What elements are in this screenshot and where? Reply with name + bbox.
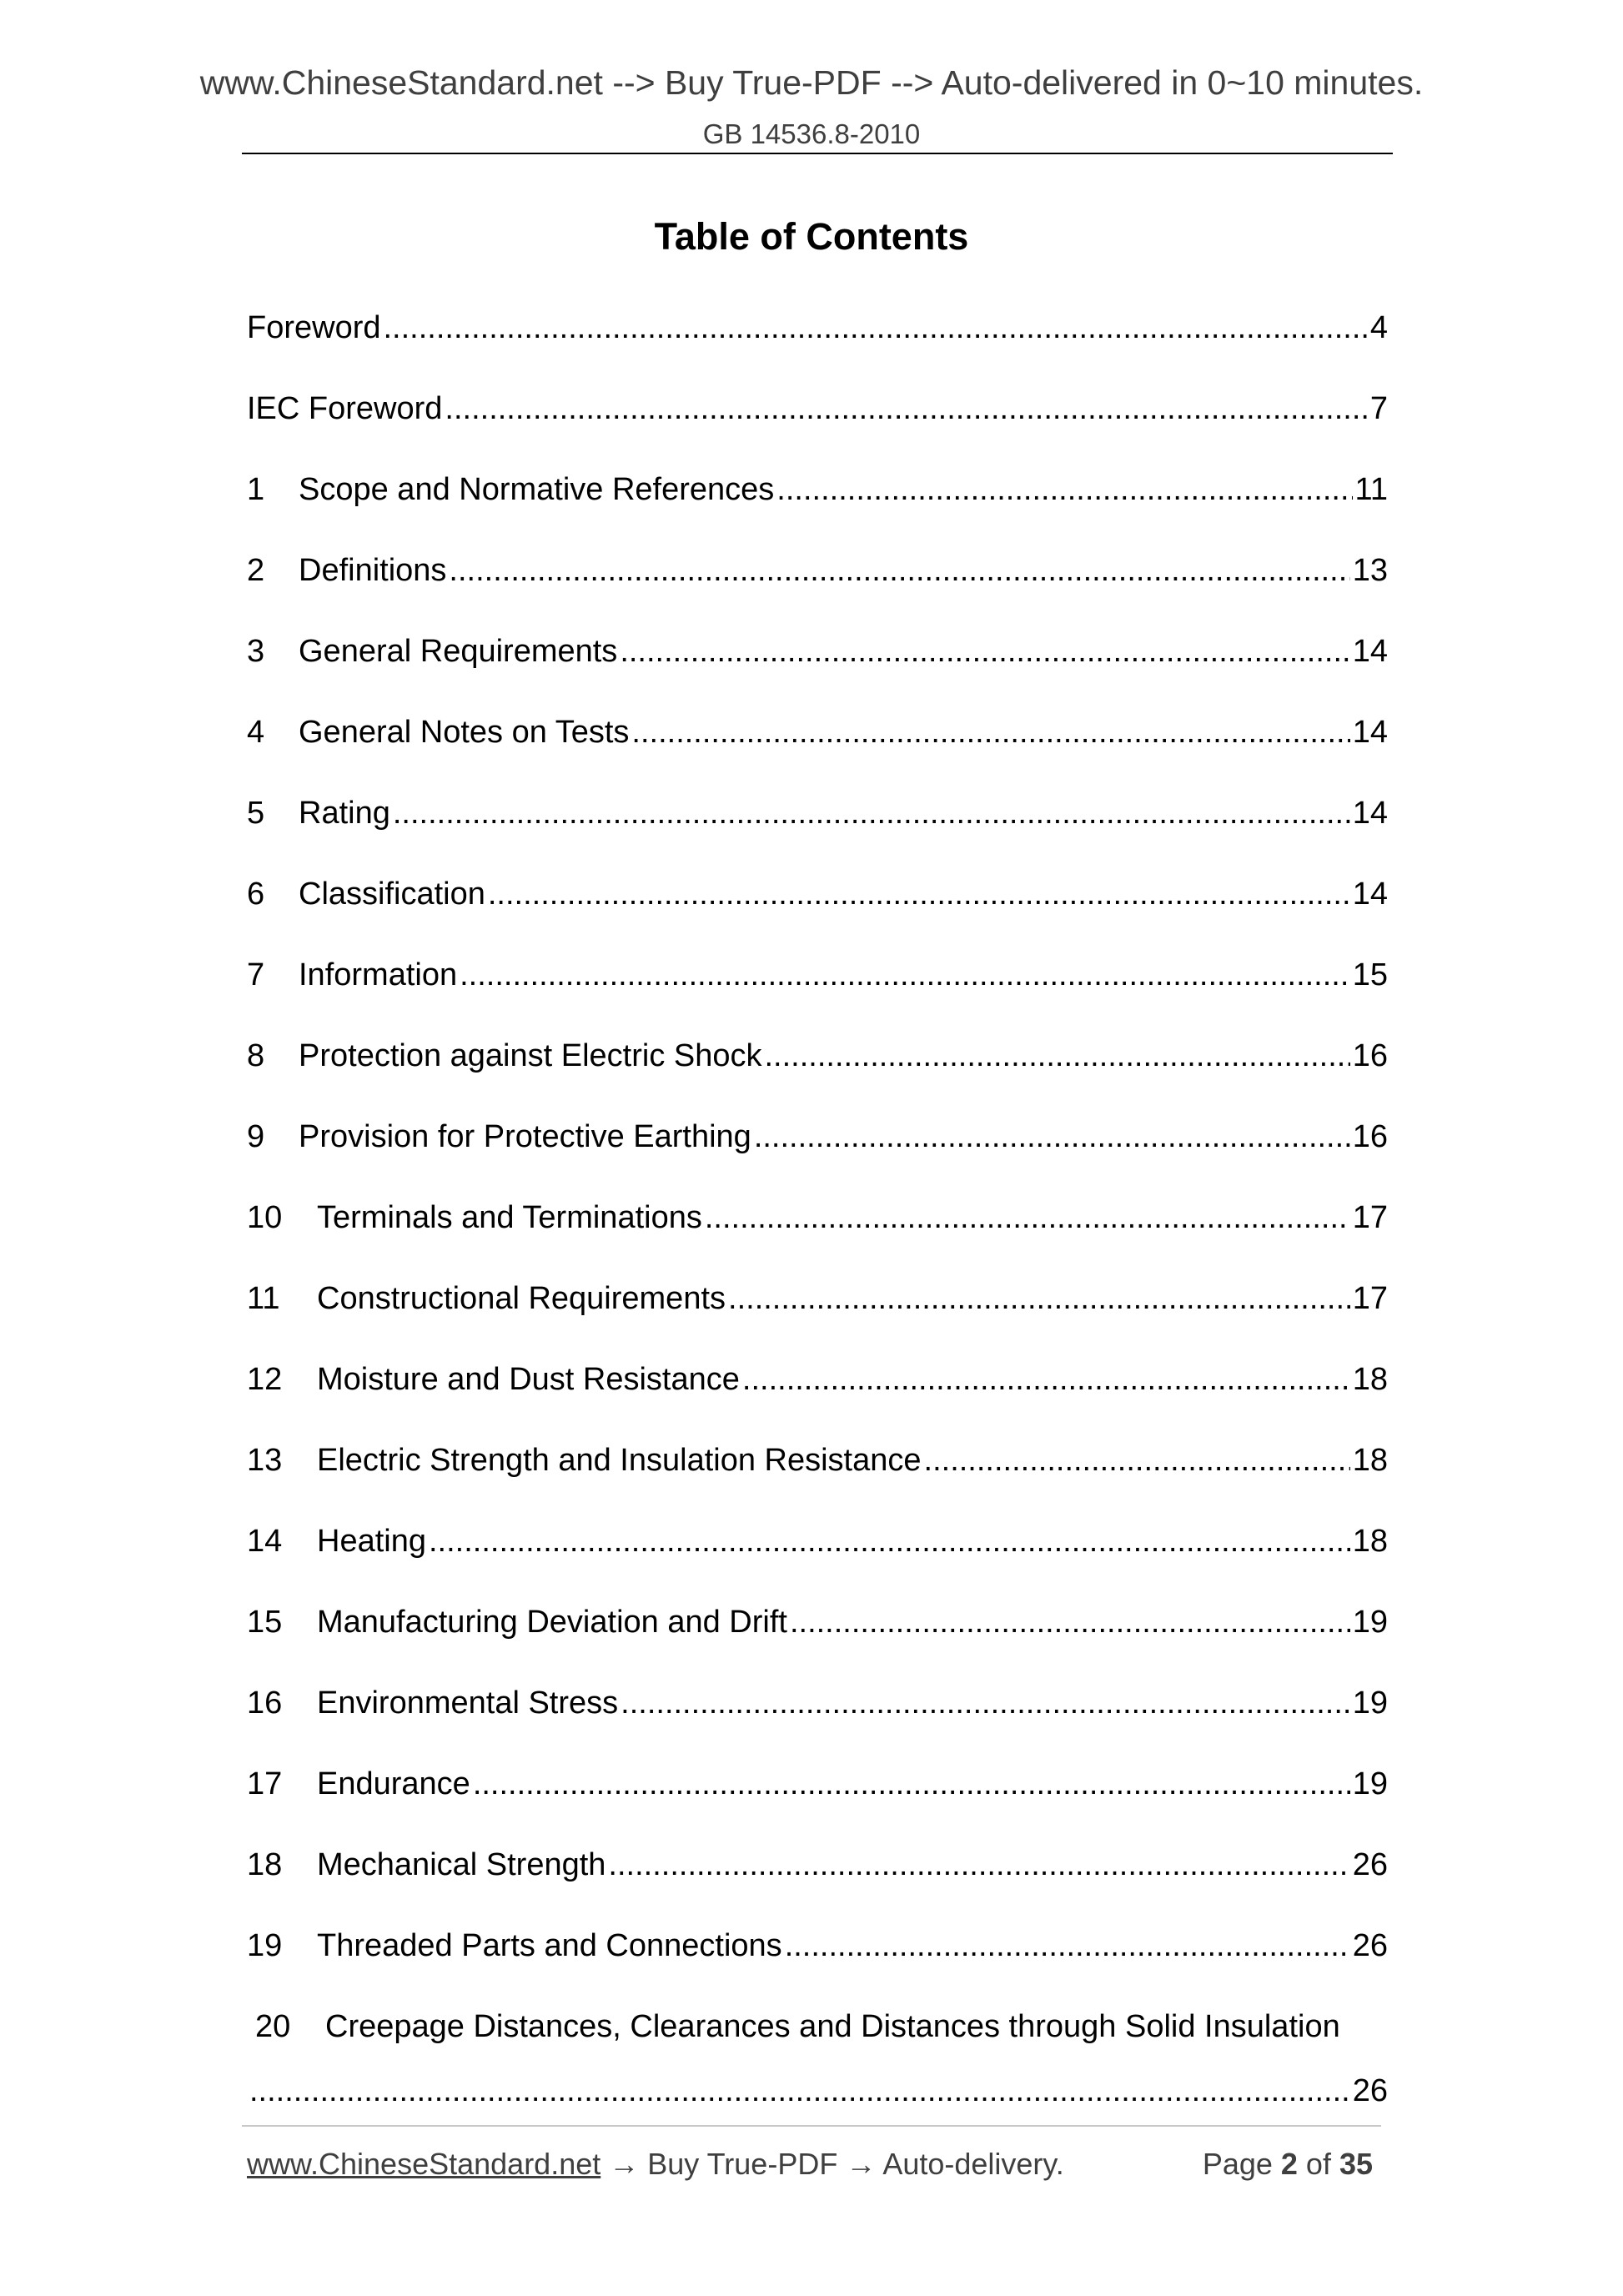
footer-divider [242, 2125, 1381, 2127]
toc-entry-number: 13 [247, 1443, 283, 1478]
page-of: of [1297, 2147, 1339, 2181]
toc-entry-page: 11 [1354, 472, 1388, 507]
header-divider [242, 153, 1393, 154]
page-prefix: Page [1202, 2147, 1281, 2181]
toc-entry-page: 15 [1352, 957, 1388, 992]
page-footer [247, 2147, 1386, 2182]
toc-entry-8[interactable] [247, 1038, 1388, 1119]
toc-entry-17[interactable] [247, 1766, 1388, 1847]
toc-entry-page: 26 [1352, 1928, 1388, 1963]
toc-entry-label: Scope and Normative References [299, 472, 775, 507]
toc-entry-number: 1 [247, 472, 265, 507]
toc-entry-label: Provision for Protective Earthing [299, 1119, 751, 1154]
toc-entry-18[interactable] [247, 1847, 1388, 1928]
toc-entry-4[interactable] [247, 715, 1388, 796]
toc-entry-label: Classification [299, 877, 485, 912]
toc-entry-15[interactable] [247, 1605, 1388, 1686]
toc-entry-label: General Notes on Tests [299, 715, 630, 750]
page-current: 2 [1280, 2147, 1298, 2181]
toc-entry-3[interactable] [247, 634, 1388, 715]
toc-entry-19[interactable] [247, 1928, 1388, 2009]
page-total: 35 [1339, 2147, 1373, 2181]
toc-entry-number: 20 [255, 2009, 291, 2044]
toc-entry-page: 16 [1352, 1119, 1388, 1154]
toc-entry-page: 18 [1352, 1524, 1388, 1559]
toc-entry-page: 19 [1352, 1686, 1388, 1721]
toc-entry-number: 8 [247, 1038, 265, 1073]
toc-entry-11[interactable] [247, 1281, 1388, 1362]
page-indicator [1203, 2147, 1373, 2182]
toc-entry-5[interactable] [247, 796, 1388, 877]
toc-entry-10[interactable] [247, 1200, 1388, 1281]
header-banner: www.ChineseStandard.net --> Buy True-PDF --> Auto-delivered in 0~10 minutes. [199, 63, 1424, 102]
toc-entry-number: 6 [247, 877, 265, 912]
toc-entry-number: 19 [247, 1928, 283, 1963]
toc-entry-16[interactable] [247, 1686, 1388, 1766]
toc-entry-label: Creepage Distances, Clearances and Distances through Solid Insulation [325, 2009, 1340, 2044]
toc-entry-page: 7 [1369, 391, 1388, 426]
toc-entry-page: 14 [1352, 877, 1388, 912]
toc-entry-9[interactable] [247, 1119, 1388, 1200]
dot-leader [488, 877, 1350, 912]
toc-entry-6[interactable] [247, 877, 1388, 957]
toc-entry-second-line [247, 2073, 1388, 2154]
toc-entry-page: 14 [1352, 715, 1388, 750]
dot-leader [473, 1766, 1350, 1802]
dot-leader [449, 553, 1349, 589]
toc-entry-13[interactable] [247, 1443, 1388, 1524]
toc-entry-number: 11 [247, 1281, 280, 1316]
toc-entry-page: 18 [1352, 1443, 1388, 1478]
dot-leader [754, 1119, 1350, 1155]
toc-entry-page: 4 [1369, 310, 1388, 345]
dot-leader [742, 1362, 1350, 1398]
toc-entry-label: Moisture and Dust Resistance [317, 1362, 740, 1397]
toc-entry-page: 14 [1352, 796, 1388, 831]
toc-entry-2[interactable] [247, 553, 1388, 634]
toc-entry-first-line [247, 2009, 1388, 2073]
toc-entry-label: Electric Strength and Insulation Resistance [317, 1443, 922, 1478]
toc-entry-label: Threaded Parts and Connections [317, 1928, 782, 1963]
dot-leader [924, 1443, 1350, 1479]
toc-entry-page: 26 [1352, 1847, 1388, 1882]
toc-entry-label: Protection against Electric Shock [299, 1038, 762, 1073]
dot-leader [460, 957, 1350, 993]
dot-leader [249, 2073, 1350, 2109]
footer-site-link[interactable]: www.ChineseStandard.net [247, 2147, 601, 2181]
dot-leader [608, 1847, 1349, 1883]
toc-entry-page: 16 [1352, 1038, 1388, 1073]
toc-entry-number: 15 [247, 1605, 283, 1640]
toc-entry-label: Endurance [317, 1766, 470, 1801]
toc-entry-14[interactable] [247, 1524, 1388, 1605]
toc-entry-label: Constructional Requirements [317, 1281, 726, 1316]
toc-entry-label: General Requirements [299, 634, 618, 669]
toc-entry-20[interactable] [247, 2009, 1388, 2154]
toc-entry-page: 18 [1352, 1362, 1388, 1397]
dot-leader [728, 1281, 1350, 1317]
toc-entry-12[interactable] [247, 1362, 1388, 1443]
toc-entry-page: 26 [1352, 2073, 1388, 2108]
toc-entry-page: 17 [1352, 1200, 1388, 1235]
toc-entry-page: 19 [1352, 1605, 1388, 1640]
dot-leader [705, 1200, 1350, 1236]
dot-leader [765, 1038, 1350, 1074]
dot-leader [445, 391, 1367, 427]
toc-entry-number: 17 [247, 1766, 283, 1801]
toc-list [247, 310, 1388, 2154]
dot-leader [785, 1928, 1350, 1964]
toc-entry-number: 7 [247, 957, 265, 992]
dot-leader [393, 796, 1350, 831]
toc-entry-label: Rating [299, 796, 390, 831]
dot-leader [384, 310, 1368, 346]
toc-entry-number: 3 [247, 634, 265, 669]
toc-entry-label: Manufacturing Deviation and Drift [317, 1605, 787, 1640]
toc-entry-number: 14 [247, 1524, 283, 1559]
toc-entry-number: 4 [247, 715, 265, 750]
toc-entry-number: 12 [247, 1362, 283, 1397]
toc-entry-label: Mechanical Strength [317, 1847, 606, 1882]
dot-leader [776, 472, 1352, 508]
dot-leader [429, 1524, 1350, 1560]
toc-entry-number: 9 [247, 1119, 265, 1154]
toc-entry-number: 18 [247, 1847, 283, 1882]
toc-entry-label: Information [299, 957, 458, 992]
dot-leader [790, 1605, 1350, 1640]
toc-entry-page: 19 [1352, 1766, 1388, 1801]
toc-title: Table of Contents [654, 215, 969, 258]
toc-entry-number: 5 [247, 796, 265, 831]
footer-tagline: → Buy True-PDF → Auto-delivery. [600, 2147, 1064, 2181]
toc-entry-label: Heating [317, 1524, 426, 1559]
toc-entry-page: 14 [1352, 634, 1388, 669]
toc-entry-label: Definitions [299, 553, 447, 588]
toc-entry-1[interactable] [247, 472, 1388, 553]
toc-entry-label: IEC Foreword [247, 391, 443, 426]
toc-entry-label: Environmental Stress [317, 1686, 619, 1721]
dot-leader [621, 1686, 1350, 1721]
toc-entry-label: Foreword [247, 310, 381, 345]
toc-entry-number: 2 [247, 553, 265, 588]
dot-leader [620, 634, 1349, 670]
toc-entry-7[interactable] [247, 957, 1388, 1038]
toc-entry-page: 17 [1352, 1281, 1388, 1316]
toc-entry-label: Terminals and Terminations [317, 1200, 702, 1235]
toc-entry-foreword[interactable] [247, 310, 1388, 391]
toc-entry-number: 16 [247, 1686, 283, 1721]
toc-entry-number: 10 [247, 1200, 283, 1235]
toc-entry-iec-foreword[interactable] [247, 391, 1388, 472]
dot-leader [631, 715, 1349, 751]
standard-number: GB 14536.8-2010 [702, 118, 921, 149]
toc-entry-page: 13 [1352, 553, 1388, 588]
